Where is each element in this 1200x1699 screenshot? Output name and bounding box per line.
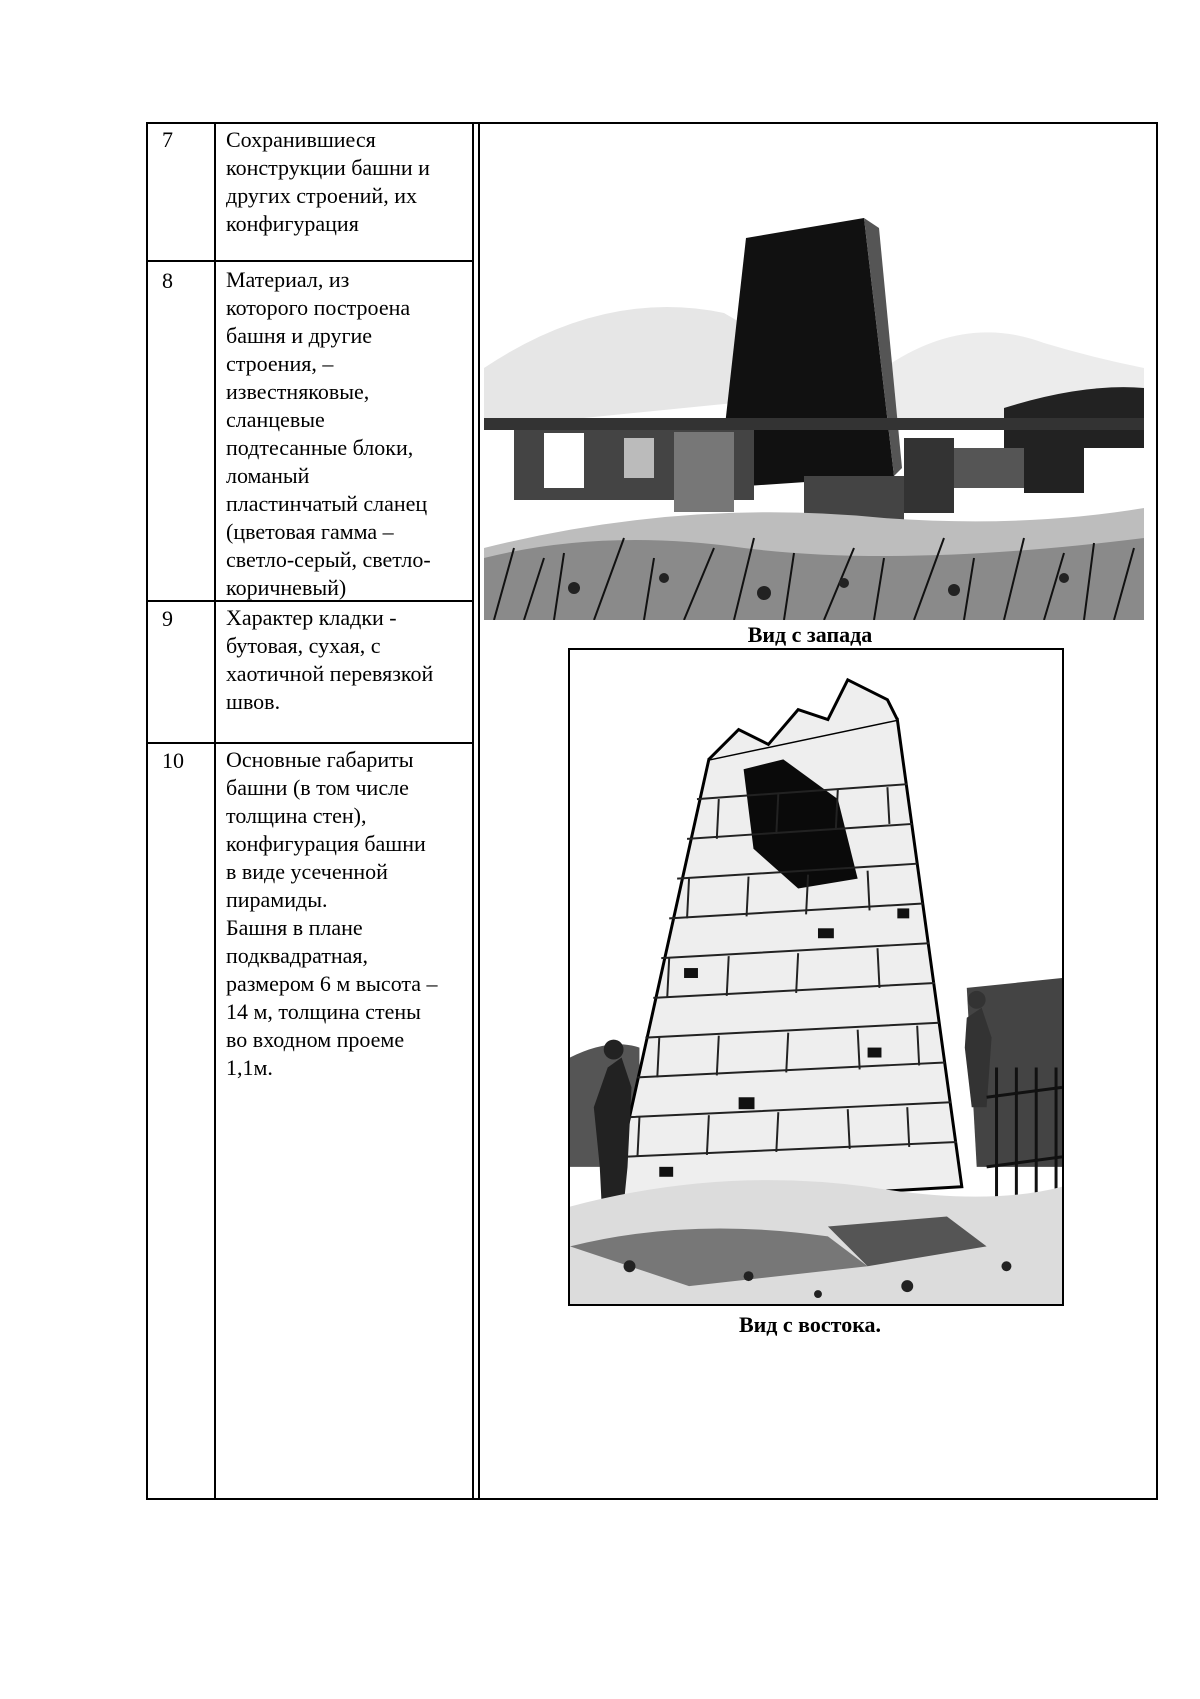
row-divider-9-10	[146, 742, 474, 744]
row-number: 9	[162, 606, 173, 631]
column-divider-1	[214, 122, 216, 1500]
tower-photo-east	[568, 648, 1064, 1306]
row-number: 8	[162, 268, 173, 293]
row-divider-7-8	[146, 260, 474, 262]
photo-caption-east: Вид с востока.	[738, 1312, 882, 1337]
row-number: 10	[162, 748, 184, 773]
photo-caption-west: Вид с запада	[747, 622, 873, 647]
row-text: Материал, из которого построена башня и другие строения, – известняковые, сланцевые подтесанные блоки, ломаный пластинчатый сланец (цветовая гамма – светло-серый, светло- коричневый)	[226, 267, 431, 600]
row-text: Характер кладки - бутовая, сухая, с хаотичной перевязкой швов.	[226, 605, 434, 714]
row-text: Основные габариты башни (в том числе толщина стен), конфигурация башни в виде усеченной пирамиды. Башня в плане подквадратная, размером 6 м высота – 14 м, толщина стены во входном проеме 1,1м.	[226, 747, 438, 1080]
column-divider-3	[478, 122, 480, 1500]
row-number: 7	[162, 127, 173, 152]
column-divider-2	[472, 122, 474, 1500]
tower-photo-west	[484, 218, 1144, 620]
row-text: Сохранившиеся конструкции башни и других строений, их конфигурация	[226, 127, 430, 236]
